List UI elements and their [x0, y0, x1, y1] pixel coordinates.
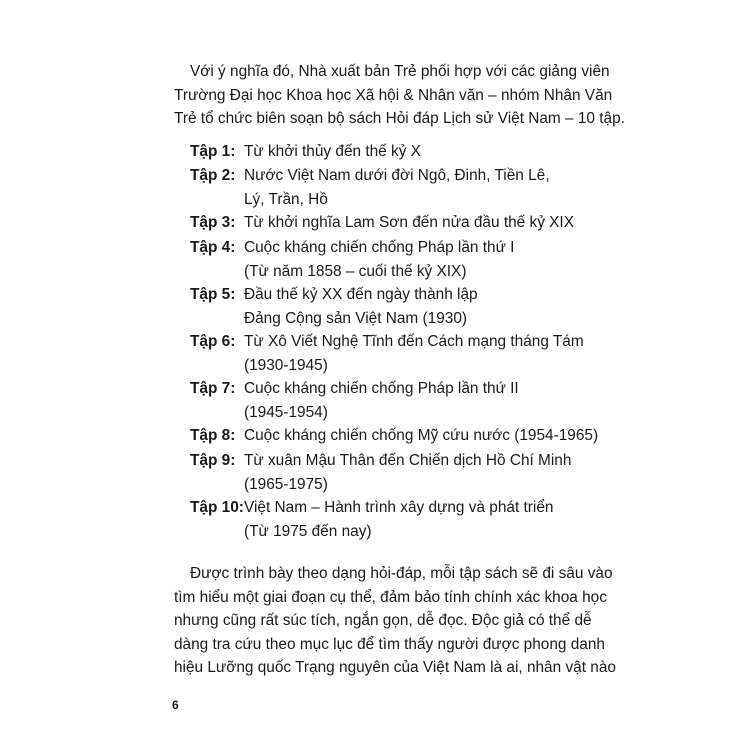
volume-title: Đầu thế kỷ XX đến ngày thành lập Đảng Cộng sản Việt Nam (1930) [244, 286, 478, 327]
outro-paragraph [174, 562, 624, 680]
volume-label: Tập 2: [190, 167, 236, 184]
volume-label: Tập 7: [190, 380, 236, 397]
volume-title: Từ khởi nghĩa Lam Sơn đến nửa đầu thế kỷ XIX [244, 214, 574, 231]
volume-label: Tập 1: [190, 143, 236, 160]
volume-label: Tập 3: [190, 214, 236, 231]
intro-paragraph [174, 60, 625, 131]
volume-title: Nước Việt Nam dưới đời Ngô, Đinh, Tiền Lê, Lý, Trần, Hồ [244, 167, 550, 208]
volume-label: Tập 4: [190, 239, 236, 256]
outro-line: Được trình bày theo dạng hỏi-đáp, mỗi tập sách sẽ đi sâu vào [190, 565, 613, 582]
volume-label: Tập 5: [190, 286, 236, 303]
outro-line: dàng tra cứu theo mục lục để tìm thấy người được phong danh [174, 635, 605, 653]
volume-label: Tập 9: [190, 452, 236, 469]
outro-line: hiệu Lưỡng quốc Trạng nguyên của Việt Nam là ai, nhân vật nào [174, 659, 616, 676]
outro-line: tìm hiểu một giai đoạn cụ thể, đảm bảo tính chính xác khoa học [174, 588, 607, 606]
intro-line: Trường Đại học Khoa học Xã hội & Nhân văn – nhóm Nhân Văn [174, 86, 613, 104]
page-number: 6 [172, 698, 179, 712]
volume-title: Từ khởi thủy đến thế kỷ X [244, 143, 421, 160]
volume-title: Cuộc kháng chiến chống Pháp lần thứ I (Từ năm 1858 – cuối thế kỷ XIX) [244, 239, 515, 280]
volume-label: Tập 10: [190, 499, 244, 516]
volume-title: Từ xuân Mậu Thân đến Chiến dịch Hồ Chí Minh (1965-1975) [244, 452, 572, 493]
volume-title: Cuộc kháng chiến chống Pháp lần thứ II (1945-1954) [244, 380, 519, 421]
volume-title: Việt Nam – Hành trình xây dựng và phát triển (Từ 1975 đến nay) [244, 499, 554, 540]
intro-line: Trẻ tổ chức biên soạn bộ sách Hỏi đáp Lịch sử Việt Nam – 10 tập. [174, 110, 625, 127]
volume-label: Tập 8: [190, 427, 236, 444]
outro-line: nhưng cũng rất súc tích, ngắn gọn, dễ đọc. Độc giả có thể dễ [174, 612, 592, 629]
intro-line: Với ý nghĩa đó, Nhà xuất bản Trẻ phối hợp với các giảng viên [190, 63, 610, 80]
volume-label: Tập 6: [190, 333, 236, 350]
volume-title: Cuộc kháng chiến chống Mỹ cứu nước (1954-1965) [244, 427, 599, 444]
volume-title: Từ Xô Viết Nghệ Tĩnh đến Cách mạng tháng Tám (1930-1945) [244, 333, 584, 374]
